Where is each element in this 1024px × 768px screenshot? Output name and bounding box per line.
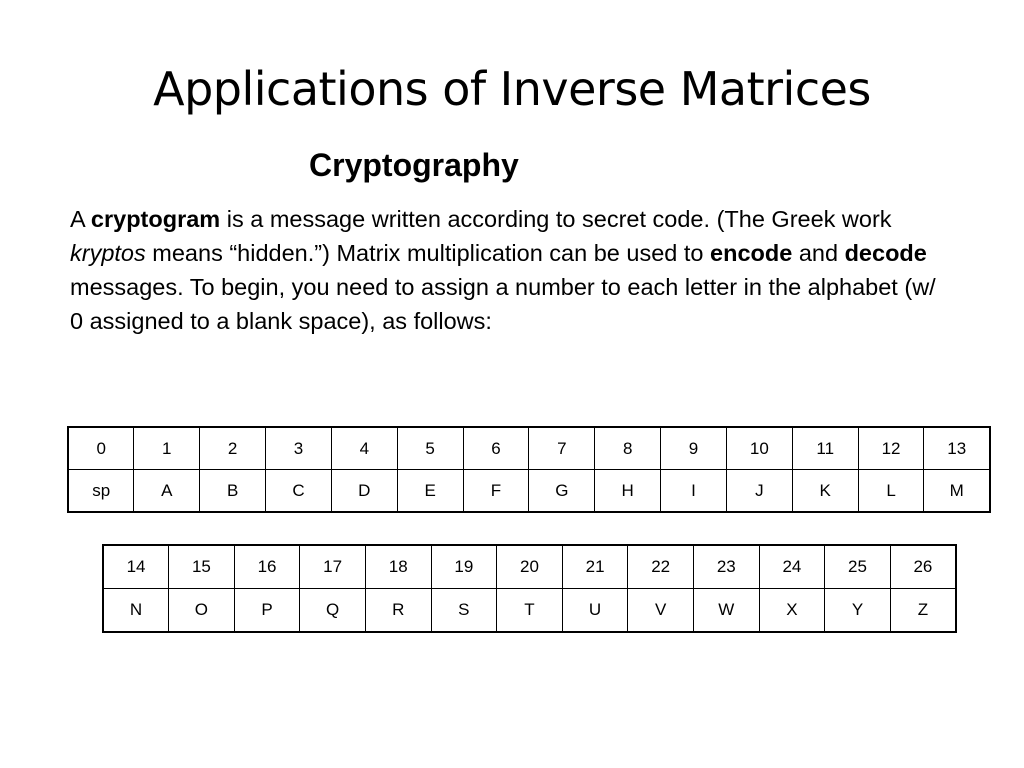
term-kryptos: kryptos [70,240,146,266]
number-cell: 17 [300,545,366,589]
paragraph-text: and [792,240,845,266]
letter-cell: I [661,470,727,513]
number-cell: 4 [331,427,397,470]
intro-paragraph [70,202,950,338]
number-cell: 11 [792,427,858,470]
letter-cell: sp [68,470,134,513]
letter-row [103,589,956,633]
letter-cell: C [266,470,332,513]
letter-cell: V [628,589,694,633]
paragraph-text: means “hidden.”) Matrix multiplication can be used to [145,240,711,266]
letter-cell: T [497,589,563,633]
term-encode: encode [710,240,793,266]
letter-cell: O [169,589,235,633]
letter-cell: B [200,470,266,513]
letter-cell: M [924,470,990,513]
letter-cell: R [365,589,431,633]
letter-cell: L [858,470,924,513]
number-cell: 12 [858,427,924,470]
number-cell: 14 [103,545,169,589]
number-cell: 8 [595,427,661,470]
number-cell: 10 [726,427,792,470]
number-cell: 7 [529,427,595,470]
paragraph-text: is a message written according to secret code. (The Greek work [220,206,892,232]
slide-subtitle: Cryptography [309,147,519,183]
number-cell: 21 [562,545,628,589]
letter-row [68,470,990,513]
letter-code-table-a-m [67,426,991,513]
letter-cell: W [693,589,759,633]
number-cell: 15 [169,545,235,589]
letter-cell: J [726,470,792,513]
number-cell: 24 [759,545,825,589]
number-row [103,545,956,589]
paragraph-text: messages. To begin, you need to assign a number to each letter in the alphabet (w/ 0 assigned to a blank space), as follows: [70,274,936,334]
number-cell: 0 [68,427,134,470]
number-cell: 22 [628,545,694,589]
letter-cell: X [759,589,825,633]
number-cell: 16 [234,545,300,589]
letter-cell: E [397,470,463,513]
number-cell: 20 [497,545,563,589]
letter-cell: D [331,470,397,513]
number-cell: 18 [365,545,431,589]
letter-cell: K [792,470,858,513]
letter-cell: U [562,589,628,633]
letter-cell: S [431,589,497,633]
number-cell: 9 [661,427,727,470]
number-cell: 3 [266,427,332,470]
letter-cell: G [529,470,595,513]
term-cryptogram: cryptogram [90,206,221,232]
letter-code-table-n-z [102,544,957,633]
number-cell: 19 [431,545,497,589]
number-cell: 23 [693,545,759,589]
letter-cell: F [463,470,529,513]
number-cell: 26 [890,545,956,589]
letter-cell: A [134,470,200,513]
number-cell: 5 [397,427,463,470]
paragraph-text: A [70,206,91,232]
number-cell: 1 [134,427,200,470]
letter-cell: Y [825,589,891,633]
letter-cell: P [234,589,300,633]
slide-title: Applications of Inverse Matrices [153,62,871,116]
letter-cell: H [595,470,661,513]
letter-cell: N [103,589,169,633]
number-cell: 2 [200,427,266,470]
number-cell: 25 [825,545,891,589]
letter-cell: Z [890,589,956,633]
term-decode: decode [844,240,927,266]
number-cell: 13 [924,427,990,470]
number-cell: 6 [463,427,529,470]
number-row [68,427,990,470]
letter-cell: Q [300,589,366,633]
